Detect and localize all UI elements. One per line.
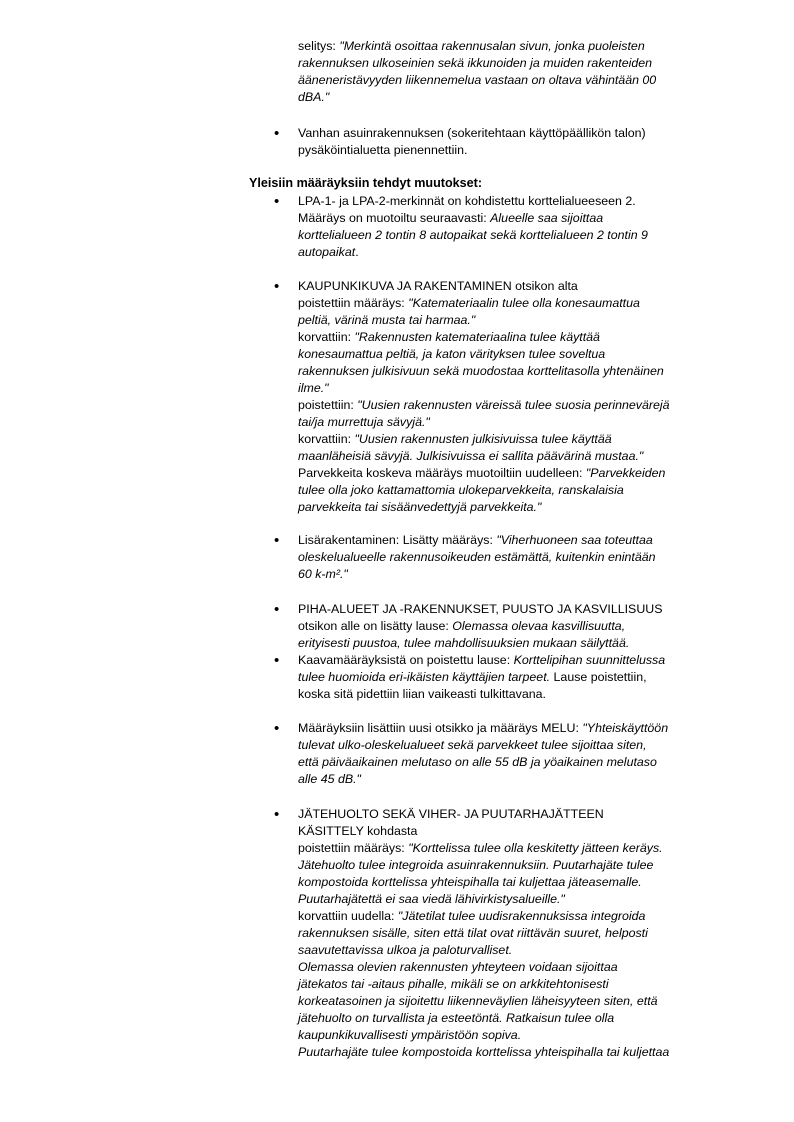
italic-text: "Uusien rakennusten julkisivuissa tulee käyttää bbox=[354, 432, 612, 446]
italic-text: "Korttelissa tulee olla keskitetty jätteen keräys. bbox=[408, 841, 663, 855]
text-line bbox=[298, 329, 743, 346]
italic-text: Jätehuolto tulee integroida asuinrakennuksiin. Puutarhajäte tulee bbox=[298, 858, 654, 872]
italic-text: dBA." bbox=[298, 90, 330, 104]
list-item-lpa bbox=[298, 193, 743, 261]
text-span: Määräyksiin lisättiin uusi otsikko ja määräys MELU: bbox=[298, 721, 583, 735]
text-line: pysäköintialuetta pienennettiin. bbox=[298, 143, 468, 157]
text-line bbox=[298, 532, 743, 549]
text-line bbox=[298, 431, 743, 448]
text-line: JÄTEHUOLTO SEKÄ VIHER- JA PUUTARHAJÄTTEEN bbox=[298, 807, 604, 821]
italic-text: tulee olla joko kattamattomia ulokeparvekkeita, ranskalaisia bbox=[298, 483, 624, 497]
italic-text: "Rakennusten katemateriaalina tulee käyttää bbox=[354, 330, 600, 344]
text-span: . bbox=[355, 245, 359, 259]
text-span: korvattiin: bbox=[298, 432, 355, 446]
italic-text: Olemassa olevien rakennusten yhteyteen voidaan sijoittaa bbox=[298, 960, 618, 974]
text-line: Vanhan asuinrakennuksen (sokeritehtaan käyttöpäällikön talon) bbox=[298, 126, 646, 140]
italic-text: "Katemateriaalin tulee olla konesaumattua bbox=[408, 296, 640, 310]
text-line bbox=[298, 618, 743, 635]
italic-text: Alueelle saa sijoittaa bbox=[490, 211, 604, 225]
text-span: Lisärakentaminen: Lisätty määräys: bbox=[298, 533, 497, 547]
text-line bbox=[298, 908, 743, 925]
italic-text: "Jätetilat tulee uudisrakennuksissa integroida bbox=[397, 909, 646, 923]
text-span: selitys: bbox=[298, 39, 340, 53]
italic-text: "Merkintä osoittaa rakennusalan sivun, jonka puoleisten bbox=[339, 39, 645, 53]
italic-text: korttelialueen 2 tontin 8 autopaikat sekä korttelialueen 2 tontin 9 bbox=[298, 228, 648, 242]
italic-text: "Uusien rakennusten väreissä tulee suosia perinnevärejä bbox=[357, 398, 670, 412]
italic-text: rakennuksen sisälle, siten että tilat ovat riittävän suuret, helposti bbox=[298, 926, 648, 940]
text-span: Parvekkeita koskeva määräys muotoiltiin uudelleen: bbox=[298, 466, 586, 480]
text-line bbox=[298, 397, 743, 414]
italic-text: rakennuksen ulkoseinien sekä ikkunoiden ja muiden rakenteiden bbox=[298, 56, 653, 70]
text-line bbox=[298, 210, 743, 227]
text-line bbox=[298, 669, 743, 686]
italic-text: 60 k-m²." bbox=[298, 567, 348, 581]
italic-text: "Viherhuoneen saa toteuttaa bbox=[496, 533, 653, 547]
italic-text: korkeatasoinen ja sijoitettu liikenneväylien läheisyyteen siten, että bbox=[298, 994, 658, 1008]
text-span: poistettiin määräys: bbox=[298, 296, 409, 310]
bullet-icon bbox=[274, 806, 282, 814]
intro-paragraph bbox=[298, 38, 743, 106]
text-line bbox=[298, 652, 743, 669]
text-line bbox=[298, 720, 743, 737]
italic-text: jätehuolto on turvallista ja esteetöntä. Ratkaisun tulee olla bbox=[298, 1011, 615, 1025]
text-line: KÄSITTELY kohdasta bbox=[298, 824, 418, 838]
italic-text: Puutarhajätettä ei saa viedä lähivirkistysalueille." bbox=[298, 892, 565, 906]
list-item-lisarakentaminen bbox=[298, 532, 743, 583]
italic-text: peltiä, värinä musta tai harmaa." bbox=[298, 313, 476, 327]
text-line: koska sitä pidettiin liian vaikeasti tulkittavana. bbox=[298, 687, 546, 701]
text-span: poistettiin määräys: bbox=[298, 841, 409, 855]
bullet-icon bbox=[274, 601, 282, 609]
list-item-piha bbox=[298, 601, 743, 652]
text-span: korvattiin uudella: bbox=[298, 909, 398, 923]
italic-text: oleskelualueelle rakennusoikeuden estämättä, kuitenkin enintään bbox=[298, 550, 656, 564]
text-line bbox=[298, 840, 743, 857]
list-item-vanhan bbox=[298, 125, 743, 159]
bullet-icon bbox=[274, 652, 282, 660]
section-heading: Yleisiin määräyksiin tehdyt muutokset: bbox=[249, 176, 483, 190]
italic-text: saavutettavissa ulkoa ja paloturvalliset. bbox=[298, 943, 513, 957]
text-line bbox=[298, 38, 743, 55]
text-span: korvattiin: bbox=[298, 330, 355, 344]
list-item-kaava bbox=[298, 652, 743, 703]
italic-text: tai/ja murrettuja sävyjä." bbox=[298, 415, 430, 429]
list-item-jatehuolto bbox=[298, 806, 743, 1061]
list-item-kaupunkikuva bbox=[298, 278, 743, 516]
italic-text: kaupunkikuvallisesti ympäristöön sopiva. bbox=[298, 1028, 522, 1042]
text-span: Kaavamääräyksistä on poistettu lause: bbox=[298, 653, 514, 667]
italic-text: alle 45 dB." bbox=[298, 772, 361, 786]
text-span: poistettiin: bbox=[298, 398, 358, 412]
italic-text: jätekatos tai -aitaus pihalle, mikäli se on arkkitehtonisesti bbox=[298, 977, 609, 991]
italic-text: konesaumattua peltiä, ja katon värityksen tulee soveltua bbox=[298, 347, 606, 361]
italic-text: tulee huomioida eri-ikäisten käyttäjien tarpeet. bbox=[298, 670, 551, 684]
italic-text: maanläheisiä sävyjä. Julkisivuissa ei sallita päävärinä mustaa." bbox=[298, 449, 644, 463]
italic-text: Puutarhajäte tulee kompostoida korttelissa yhteispihalla tai kuljettaa bbox=[298, 1045, 670, 1059]
text-span: Lause poistettiin, bbox=[550, 670, 647, 684]
text-line bbox=[298, 244, 743, 261]
bullet-icon bbox=[274, 193, 282, 201]
list-item-melu bbox=[298, 720, 743, 788]
italic-text: parvekkeita tai sisäänvedettyjä parvekkeita." bbox=[298, 500, 542, 514]
text-line bbox=[298, 295, 743, 312]
text-line: LPA-1- ja LPA-2-merkinnät on kohdistettu korttelialueeseen 2. bbox=[298, 194, 636, 208]
bullet-icon bbox=[274, 532, 282, 540]
italic-text: rakennuksen julkisivuun sekä muodostaa korttelitasolla yhtenäinen bbox=[298, 364, 664, 378]
italic-text: autopaikat bbox=[298, 245, 356, 259]
italic-text: että päiväaikainen melutaso on alle 55 dB ja yöaikainen melutaso bbox=[298, 755, 657, 769]
text-span: otsikon alle on lisätty lause: bbox=[298, 619, 453, 633]
italic-text: Olemassa olevaa kasvillisuutta, bbox=[452, 619, 626, 633]
italic-text: erityisesti puustoa, tulee mahdollisuuksien mukaan säilyttää. bbox=[298, 636, 630, 650]
text-line: KAUPUNKIKUVA JA RAKENTAMINEN otsikon alta bbox=[298, 279, 578, 293]
italic-text: ilme." bbox=[298, 381, 329, 395]
italic-text: "Yhteiskäyttöön bbox=[582, 721, 669, 735]
bullet-icon bbox=[274, 125, 282, 133]
italic-text: tulevat ulko-oleskelualueet sekä parvekkeet tulee sijoittaa siten, bbox=[298, 738, 647, 752]
italic-text: "Parvekkeiden bbox=[585, 466, 666, 480]
text-line bbox=[298, 465, 743, 482]
italic-text: Korttelipihan suunnittelussa bbox=[513, 653, 666, 667]
bullet-icon bbox=[274, 278, 282, 286]
italic-text: ääneneristävyyden liikennemelua vastaan on oltava vähintään 00 bbox=[298, 73, 657, 87]
text-line: PIHA-ALUEET JA -RAKENNUKSET, PUUSTO JA KASVILLISUUS bbox=[298, 602, 663, 616]
bullet-icon bbox=[274, 720, 282, 728]
italic-text: kompostoida korttelissa yhteispihalla tai kuljettaa jäteasemalle. bbox=[298, 875, 642, 889]
text-span: Määräys on muotoiltu seuraavasti: bbox=[298, 211, 491, 225]
